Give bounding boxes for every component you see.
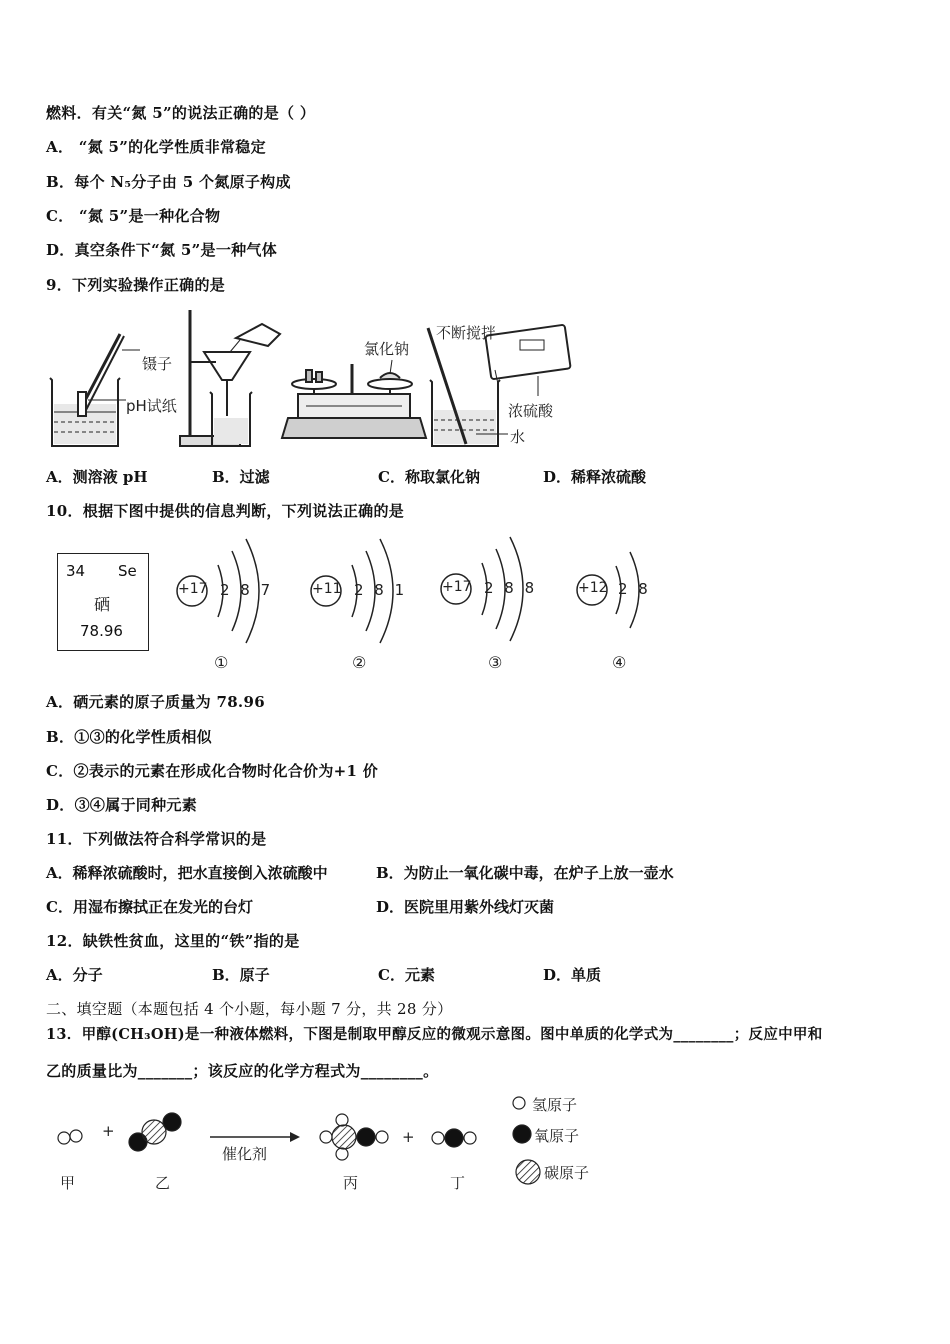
q10-option-b: B．①③的化学性质相似	[46, 728, 212, 746]
q8-option-d: D．真空条件下“氮 5”是一种气体	[46, 241, 278, 259]
q11-option-a: A．稀释浓硫酸时，把水直接倒入浓硫酸中	[46, 864, 328, 882]
nucleus-3: +17	[442, 579, 472, 595]
q11-option-b: B．为防止一氧化碳中毒，在炉子上放一壶水	[376, 864, 674, 882]
q13-reaction-diagram	[50, 1090, 610, 1200]
q12-option-d: D．单质	[543, 966, 602, 984]
catalyst-label: 催化剂	[222, 1145, 268, 1163]
nucleus-4: +12	[578, 580, 608, 596]
legend-oxygen-icon	[513, 1125, 531, 1143]
label-nacl: 氯化钠	[364, 340, 410, 358]
q10-option-a: A．硒元素的原子质量为 78.96	[46, 693, 265, 711]
q9-option-a: A．测溶液 pH	[46, 468, 148, 486]
q9-stem: 9．下列实验操作正确的是	[46, 276, 226, 294]
section-2-title: 二、填空题（本题包括 4 个小题，每小题 7 分，共 28 分）	[46, 1000, 453, 1018]
label-tweezers: 镊子	[142, 355, 173, 373]
atom-diagram-2	[306, 535, 416, 675]
q9-option-c: C．称取氯化钠	[378, 468, 480, 486]
q8-option-a: A． “氮 5”的化学性质非常稳定	[46, 138, 266, 156]
q12-option-a: A．分子	[46, 966, 103, 984]
molecule-h2	[58, 1130, 82, 1144]
filtration-setup	[180, 310, 280, 446]
element-number: 34	[66, 562, 86, 580]
legend-hydrogen-icon	[513, 1097, 525, 1109]
q10-option-d: D．③④属于同种元素	[46, 796, 198, 814]
q11-option-c: C．用湿布擦拭正在发光的台灯	[46, 898, 253, 916]
legend-oxygen-label: 氧原子	[534, 1127, 580, 1145]
atom-label-2: ②	[352, 653, 367, 672]
label-bing: 丙	[343, 1174, 359, 1192]
q9-option-b: B．过滤	[212, 468, 270, 486]
element-symbol: Se	[118, 562, 137, 580]
shells-3: 2 8 8	[484, 579, 538, 597]
q12-option-c: C．元素	[378, 966, 435, 984]
atom-diagram-4	[572, 540, 662, 675]
shells-1: 2 8 7	[220, 581, 274, 599]
q13-line-2: 乙的质量比为_______；该反应的化学方程式为________。	[46, 1062, 439, 1080]
atom-label-3: ③	[488, 653, 503, 672]
balance-scale	[282, 360, 426, 438]
molecule-methanol	[320, 1114, 388, 1160]
legend-carbon-icon	[516, 1160, 540, 1184]
legend-hydrogen-label: 氢原子	[532, 1096, 578, 1114]
q9-option-d: D．稀释浓硫酸	[543, 468, 647, 486]
plus-sign-1: +	[102, 1122, 115, 1140]
q10-stem: 10．根据下图中提供的信息判断，下列说法正确的是	[46, 502, 405, 520]
atom-label-1: ①	[214, 653, 229, 672]
molecule-water	[432, 1129, 476, 1147]
q13-line-1: 13．甲醇(CH₃OH)是一种液体燃料，下图是制取甲醇反应的微观示意图。图中单质的化学式为________；反应中甲和	[46, 1026, 823, 1043]
reaction-arrow-head	[290, 1132, 300, 1142]
q8-option-c: C． “氮 5”是一种化合物	[46, 207, 221, 225]
element-card-selenium	[57, 553, 149, 651]
nucleus-2: +11	[312, 581, 342, 597]
label-ph-paper: pH试纸	[126, 397, 177, 415]
label-ding: 丁	[450, 1174, 466, 1192]
q12-stem: 12．缺铁性贫血，这里的“铁”指的是	[46, 932, 300, 950]
q8-option-b: B．每个 N₅分子由 5 个氮原子构成	[46, 173, 291, 191]
q12-option-b: B．原子	[212, 966, 270, 984]
q11-stem: 11．下列做法符合科学常识的是	[46, 830, 267, 848]
shells-4: 2 8	[618, 580, 651, 598]
legend-carbon-label: 碳原子	[544, 1164, 590, 1182]
atom-label-4: ④	[612, 653, 627, 672]
label-conc-acid: 浓硫酸	[508, 402, 554, 420]
shells-2: 2 8 1	[354, 581, 408, 599]
element-name: 硒	[94, 595, 111, 614]
plus-sign-2: +	[402, 1128, 415, 1146]
atom-diagram-3	[436, 533, 546, 673]
q8-stem: 燃料．有关“氮 5”的说法正确的是（ ）	[46, 104, 316, 122]
molecule-co2	[129, 1113, 181, 1151]
label-yi: 乙	[155, 1174, 171, 1192]
atom-diagram-1	[172, 535, 282, 675]
nucleus-1: +17	[178, 581, 208, 597]
q10-option-c: C．②表示的元素在形成化合物时化合价为+1 价	[46, 762, 379, 780]
beaker-ph-test	[50, 334, 140, 446]
element-mass: 78.96	[80, 622, 123, 640]
q11-option-d: D．医院里用紫外线灯灭菌	[376, 898, 555, 916]
label-water: 水	[510, 428, 526, 446]
label-stir: 不断搅拌	[436, 324, 497, 342]
label-jia: 甲	[60, 1174, 76, 1192]
